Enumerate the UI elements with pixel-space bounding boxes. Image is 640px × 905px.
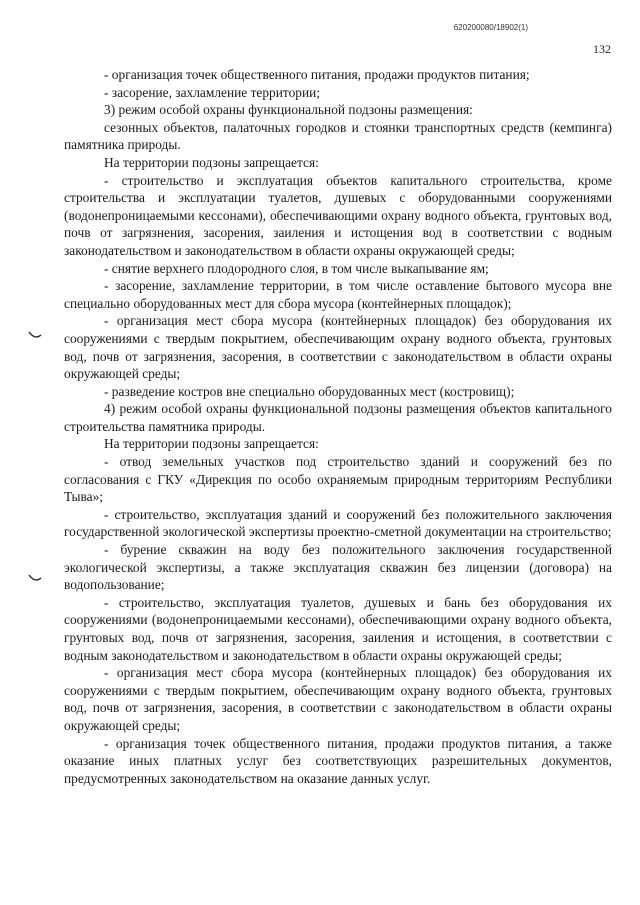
paragraph: - разведение костров вне специально оборудованных мест (костровищ); [104,383,515,399]
paragraph: На территории подзоны запрещается: [104,436,319,452]
paragraph: - снятие верхнего плодородного слоя, в том числе выкапывание ям; [104,260,489,276]
paragraph: - организация мест сбора мусора (контейнерных площадок) без оборудования их сооружениями с твердым покрытием, обеспечивающим охрану водного объекта, грунтовых вод, почв от загрязнения, засорения, в соответствии с законодательством в области охраны окружающей среды; [64,313,612,382]
paragraph: - строительство, эксплуатация туалетов, душевых и бань без оборудования их сооружениями (водонепроницаемыми кессонами), обеспечивающими охрану водного объекта, грунтовых вод, почв от загрязнения, засорения, заиления и истощения, в соответствии с водным законодательством и законодательством в области охраны окружающей среды; [64,594,612,663]
paragraph: 4) режим особой охраны функциональной подзоны размещения объектов капитального строительства памятника природы. [64,401,612,434]
page-number: 132 [593,42,611,56]
paragraph: - строительство, эксплуатация зданий и сооружений без положительного заключения государственной экологической экспертизы проектно-сметной документации на строительство; [64,506,612,540]
margin-check-mark [28,331,42,339]
paragraph: - бурение скважин на воду без положительного заключения государственной экологической экспертизы, а также эксплуатация скважин без лицензии (договора) на водопользование; [64,542,612,593]
paragraph: - организация точек общественного питания, продажи продуктов питания; [104,67,530,82]
paragraph: - строительство и эксплуатация объектов капитального строительства, кроме строительства и эксплуатации туалетов, душевых с оборудованными сооружениями (водонепроницаемыми кессонами), обеспечивающими охрану водного объекта, грунтовых вод, почв от загрязнения, засорения, заиления и истощения вод в соответствии с водным законодательством и законодательством в области охраны окружающей среды; [64,172,612,258]
margin-check-mark [28,574,42,582]
paragraph: - засорение, захламление территории, в том числе оставление бытового мусора вне специально оборудованных мест для сбора мусора (контейнерных площадок); [64,278,612,311]
paragraph: На территории подзоны запрещается: [104,154,319,170]
paragraph: сезонных объектов, палаточных городков и стоянки транспортных средств (кемпинга) памятника природы. [64,119,612,153]
paragraph: - организация мест сбора мусора (контейнерных площадок) без оборудования их сооружениями с твердым покрытием, обеспечивающим охрану водного объекта, грунтовых вод, почв от загрязнения, засорения, в соответствии с законодательством в области охраны окружающей среды; [64,665,612,733]
paragraph: - засорение, захламление территории; [104,84,321,100]
document-id: 620200080/18902(1) [453,23,528,32]
document-body [64,66,612,787]
paragraph: - отвод земельных участков под строительство зданий и сооружений без по согласования с ГКУ «Дирекция по особо охраняемым природным территориям Республики Тыва»; [64,454,612,505]
paragraph: - организация точек общественного питания, продажи продуктов питания, а также оказание иных платных услуг без соответствующих разрешительных документов, предусмотренных законодательством на оказание данных услуг. [64,735,612,786]
paragraph: 3) режим особой охраны функциональной подзоны размещения: [104,102,473,118]
